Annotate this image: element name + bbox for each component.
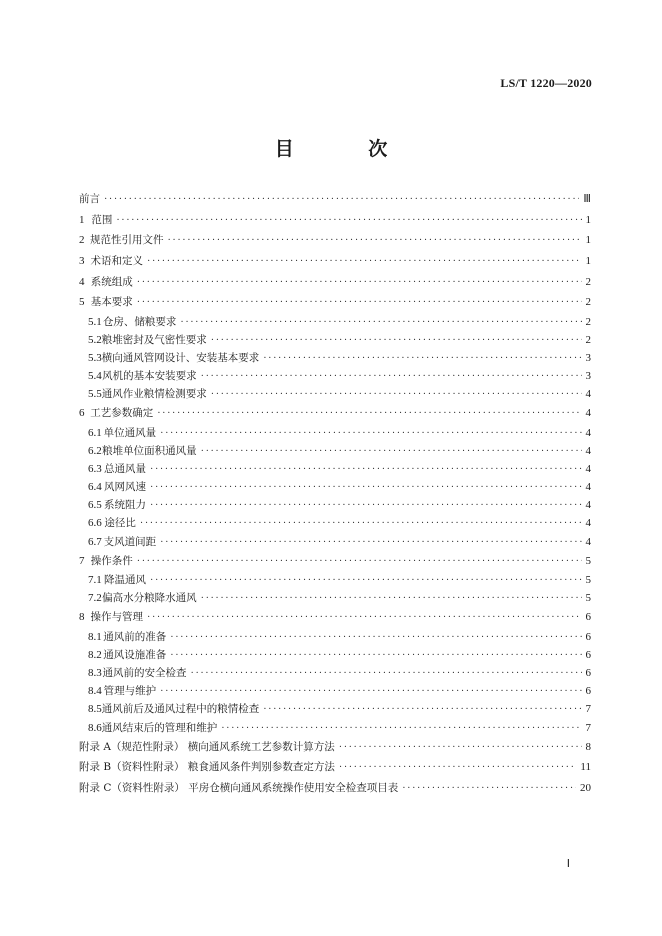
toc-entry-page: 4: [585, 388, 591, 401]
dot-leader: [150, 479, 581, 497]
toc-entry-number: 5.3: [88, 352, 102, 365]
toc-entry-title: 风网风速: [104, 481, 147, 494]
toc-entry-page: 2: [585, 333, 591, 346]
toc-entry[interactable]: [79, 331, 591, 349]
toc-entry-page: Ⅲ: [583, 193, 591, 205]
toc-entry-page: 5: [585, 574, 591, 587]
toc-entry[interactable]: [79, 533, 591, 551]
toc-entry[interactable]: [79, 737, 591, 758]
dot-leader: [339, 758, 577, 779]
toc-entry-page: 4: [585, 517, 591, 530]
dot-leader: [116, 211, 581, 232]
toc-entry-number: 8.5: [88, 703, 102, 716]
toc-entry-page: 6: [585, 611, 591, 624]
toc-entry-page: 1: [585, 254, 591, 267]
dot-leader: [150, 497, 581, 515]
toc-entry-number: 7.2: [88, 592, 102, 605]
toc-entry-title: 系统组成: [90, 275, 133, 288]
toc-entry-number: 8.2: [88, 649, 102, 662]
dot-leader: [180, 314, 581, 332]
toc-entry-number: 8.6: [88, 721, 102, 734]
toc-entry-page: 5: [585, 554, 591, 567]
toc-entry-number: 6.2: [88, 445, 102, 458]
toc-entry[interactable]: [79, 646, 591, 664]
toc-entry[interactable]: [79, 478, 591, 496]
toc-entry-number: 3: [79, 254, 85, 267]
toc-entry-page: 7: [585, 703, 591, 716]
toc-entry-title: 前言: [79, 193, 100, 205]
toc-entry-page: 3: [585, 370, 591, 383]
toc-entry[interactable]: [79, 571, 591, 589]
toc-entry[interactable]: [79, 210, 591, 231]
dot-leader: [339, 738, 582, 759]
toc-entry[interactable]: [79, 272, 591, 293]
toc-entry-page: 2: [585, 275, 591, 288]
toc-entry[interactable]: [79, 607, 591, 628]
toc-entry[interactable]: [79, 514, 591, 532]
toc-entry-page: 5: [585, 592, 591, 605]
toc-entry[interactable]: [79, 313, 591, 331]
dot-leader: [157, 404, 581, 425]
toc-entry[interactable]: [79, 700, 591, 718]
toc-entry[interactable]: [79, 778, 591, 799]
toc-entry-page: 6: [585, 685, 591, 698]
toc-entry-title: 通风设施准备: [103, 649, 167, 662]
toc-entry[interactable]: [79, 628, 591, 646]
toc-entry-page: 7: [585, 721, 591, 734]
dot-leader: [147, 608, 581, 629]
toc-entry[interactable]: [79, 682, 591, 700]
toc-entry-title: 操作与管理: [90, 611, 144, 624]
toc-entry-title: 总通风量: [104, 463, 147, 476]
dot-leader: [150, 572, 581, 590]
toc-entry-page: 3: [585, 352, 591, 365]
toc-entry[interactable]: [79, 292, 591, 313]
dot-leader: [137, 273, 582, 294]
toc-entry-number: 1: [79, 213, 85, 226]
dot-leader: [201, 590, 582, 608]
toc-entry-number: 6.3: [88, 463, 102, 476]
dot-leader: [170, 629, 581, 647]
dot-leader: [201, 368, 582, 386]
dot-leader: [137, 552, 582, 573]
toc-entry-title: 降温通风: [104, 574, 147, 587]
toc-entry-title: 通风前后及通风过程中的粮情检查: [101, 703, 260, 716]
toc-entry[interactable]: [79, 664, 591, 682]
toc-entry-page: 8: [585, 740, 591, 753]
table-of-contents: [79, 189, 591, 799]
toc-entry[interactable]: [79, 385, 591, 403]
toc-entry[interactable]: [79, 551, 591, 572]
dot-leader: [221, 720, 581, 738]
toc-entry-title: 通风作业粮情检测要求: [101, 388, 207, 401]
toc-entry[interactable]: [79, 230, 591, 251]
toc-entry-title: 仓房、储粮要求: [102, 315, 177, 328]
page-number: Ⅰ: [566, 858, 570, 870]
toc-entry-title: 基本要求: [90, 296, 133, 309]
toc-entry-number: 7: [79, 554, 85, 567]
toc-entry-title: 规范性引用文件: [89, 234, 164, 247]
dot-leader: [211, 332, 582, 350]
toc-entry-title: 风机的基本安装要求: [102, 370, 197, 383]
toc-entry[interactable]: [79, 367, 591, 385]
toc-entry-number: 6.5: [88, 499, 102, 512]
toc-entry-title: 粮堆密封及气密性要求: [101, 333, 207, 346]
toc-entry[interactable]: [79, 251, 591, 272]
toc-entry[interactable]: [79, 757, 591, 778]
dot-leader: [150, 461, 581, 479]
toc-entry-number: 7.1: [88, 574, 102, 587]
toc-entry-title: 单位通风量: [103, 426, 157, 439]
toc-entry-number: 6.4: [88, 481, 102, 494]
toc-entry-number: 8.1: [88, 631, 102, 644]
dot-leader: [263, 701, 581, 719]
toc-entry-number: 6.6: [88, 517, 102, 530]
standard-code: LS/T 1220—2020: [500, 76, 592, 90]
toc-entry-title: 附录 A（规范性附录） 横向通风系统工艺参数计算方法: [79, 740, 335, 753]
toc-entry[interactable]: [79, 719, 591, 737]
toc-entry-title: 附录 C（资料性附录） 平房仓横向通风系统操作使用安全检查项目表: [79, 781, 399, 794]
dot-leader: [104, 190, 579, 211]
toc-entry-title: 通风前的准备: [103, 631, 167, 644]
toc-entry-title: 支风道间距: [103, 535, 157, 548]
toc-entry-number: 4: [79, 275, 85, 288]
toc-entry-title: 范围: [91, 213, 113, 226]
toc-entry-page: 4: [585, 426, 591, 439]
toc-entry[interactable]: [79, 424, 591, 442]
toc-entry-page: 4: [585, 463, 591, 476]
toc-entry-title: 术语和定义: [90, 254, 144, 267]
dot-leader: [147, 252, 581, 273]
toc-entry-number: 5.2: [88, 333, 102, 346]
toc-entry-page: 4: [585, 445, 591, 458]
dot-leader: [137, 293, 582, 314]
toc-entry-page: 1: [585, 234, 591, 247]
toc-entry-title: 工艺参数确定: [90, 407, 154, 420]
dot-leader: [160, 683, 581, 701]
toc-entry-number: 6.7: [88, 535, 102, 548]
toc-entry-page: 6: [585, 667, 591, 680]
toc-entry-title: 偏高水分粮降水通风: [102, 592, 197, 605]
dot-leader: [263, 350, 581, 368]
toc-entry-page: 4: [585, 407, 591, 420]
toc-entry[interactable]: [79, 442, 591, 460]
toc-entry[interactable]: [79, 349, 591, 367]
toc-entry-number: 8: [79, 611, 85, 624]
toc-entry-title: 通风结束后的管理和维护: [101, 721, 218, 734]
toc-entry-page: 6: [585, 649, 591, 662]
toc-entry-page: 20: [580, 781, 591, 794]
toc-entry-number: 5.5: [88, 388, 102, 401]
toc-entry-page: 2: [585, 296, 591, 309]
toc-entry-page: 1: [585, 213, 591, 226]
toc-entry-page: 6: [585, 631, 591, 644]
toc-entry-title: 操作条件: [90, 554, 133, 567]
toc-entry-number: 8.3: [88, 667, 102, 680]
dot-leader: [191, 665, 582, 683]
toc-entry-title: 横向通风管网设计、安装基本要求: [101, 352, 260, 365]
toc-entry-title: 通风前的安全检查: [102, 667, 187, 680]
toc-entry-number: 6.1: [88, 426, 102, 439]
toc-entry-title: 粮堆单位面积通风量: [102, 445, 197, 458]
toc-entry-number: 5.4: [88, 370, 102, 383]
toc-entry-number: 8.4: [88, 685, 102, 698]
dot-leader: [140, 515, 582, 533]
toc-entry[interactable]: [79, 460, 591, 478]
dot-leader: [160, 425, 581, 443]
toc-entry-number: 6: [79, 407, 85, 420]
toc-entry[interactable]: [79, 496, 591, 514]
toc-entry-number: 2: [79, 234, 85, 247]
toc-entry-page: 11: [580, 761, 591, 774]
dot-leader: [167, 231, 581, 252]
page-title: 目 次: [274, 138, 422, 160]
dot-leader: [402, 779, 576, 800]
toc-entry-page: 4: [585, 481, 591, 494]
toc-entry-title: 系统阻力: [104, 499, 147, 512]
toc-entry-title: 管理与维护: [103, 685, 157, 698]
toc-entry-number: 5.1: [88, 315, 102, 328]
toc-entry-number: 5: [79, 296, 85, 309]
toc-entry-title: 附录 B（资料性附录） 粮食通风条件判别参数查定方法: [79, 761, 335, 774]
toc-entry[interactable]: [79, 403, 591, 424]
dot-leader: [170, 647, 581, 665]
toc-entry[interactable]: [79, 589, 591, 607]
dot-leader: [201, 443, 582, 461]
toc-entry-page: 2: [585, 315, 591, 328]
toc-entry[interactable]: [79, 189, 591, 210]
dot-leader: [160, 534, 581, 552]
toc-entry-page: 4: [585, 499, 591, 512]
toc-entry-title: 途径比: [104, 517, 136, 530]
dot-leader: [211, 386, 582, 404]
toc-entry-page: 4: [585, 535, 591, 548]
